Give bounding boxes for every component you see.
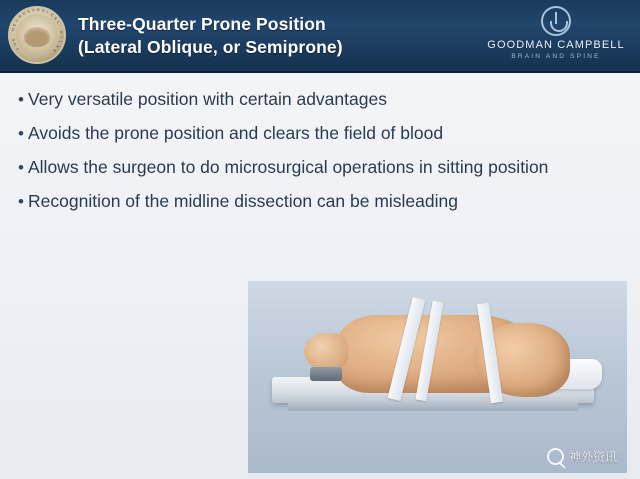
bullet-marker-icon: •	[18, 90, 24, 109]
goodman-campbell-mark-icon	[541, 6, 571, 36]
seal-text: T H E N E U R O S U R G I C A L A T L A S	[11, 7, 64, 53]
bullet-marker-icon: •	[18, 124, 24, 143]
list-item	[14, 155, 622, 180]
watermark	[547, 448, 617, 465]
neurosurgical-atlas-seal-icon	[8, 6, 66, 64]
list-item	[14, 189, 622, 214]
bullet-text: Recognition of the midline dissection can be misleading	[28, 191, 458, 211]
watermark-text: 神外资讯	[568, 450, 617, 464]
page-title-line-1: Three-Quarter Prone Position	[78, 13, 326, 34]
brand-logo	[482, 4, 630, 60]
watermark-logo-icon	[547, 448, 564, 465]
brand-name: GOODMAN CAMPBELL	[487, 39, 625, 51]
head-holder-clamp	[310, 367, 342, 381]
bullet-text: Very versatile position with certain advantages	[28, 89, 387, 109]
bullet-marker-icon: •	[18, 192, 24, 211]
bullet-text: Avoids the prone position and clears the field of blood	[28, 123, 444, 143]
list-item	[14, 121, 622, 146]
bullet-marker-icon: •	[18, 158, 24, 177]
list-item	[14, 87, 622, 112]
bullet-list	[14, 87, 622, 214]
bullet-text: Allows the surgeon to do microsurgical operations in sitting position	[28, 157, 549, 177]
operating-table-base	[288, 399, 578, 411]
patient-head	[304, 333, 348, 371]
page-title-line-2: (Lateral Oblique, or Semiprone)	[78, 36, 343, 57]
brand-tagline: BRAIN AND SPINE	[511, 53, 601, 60]
page-title	[78, 13, 493, 59]
patient-positioning-illustration	[248, 281, 627, 473]
slide-header	[0, 0, 640, 73]
